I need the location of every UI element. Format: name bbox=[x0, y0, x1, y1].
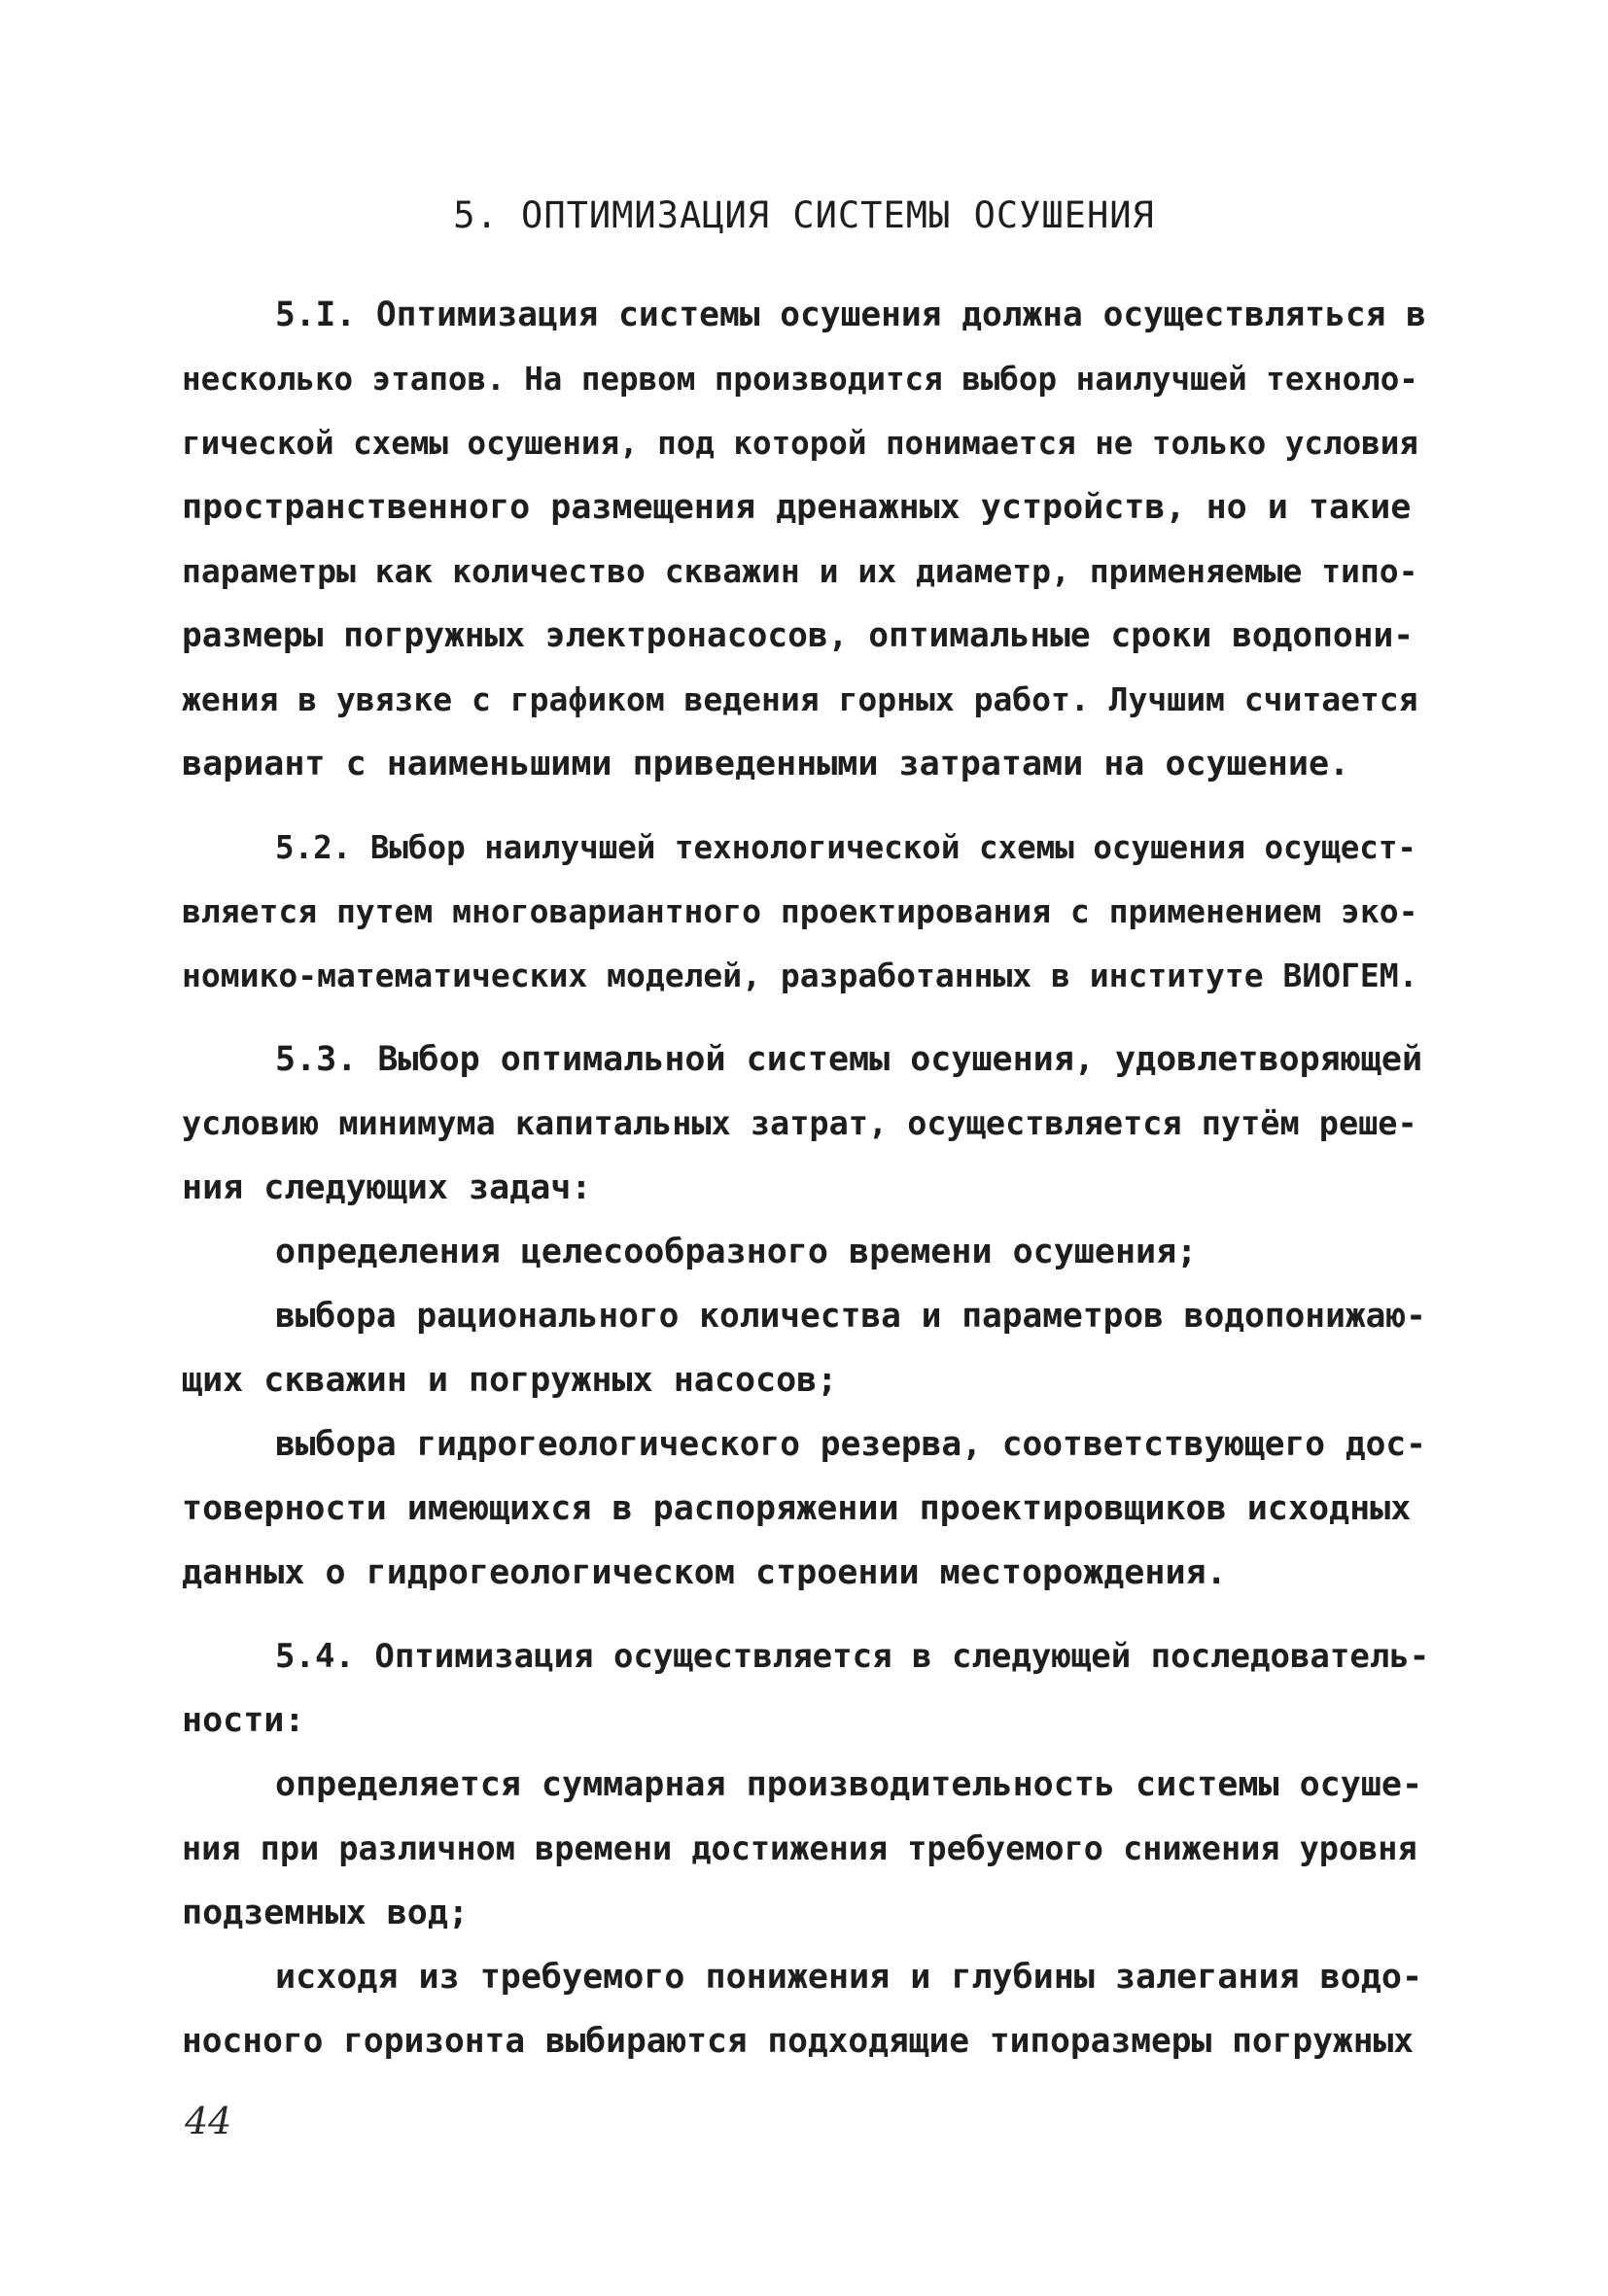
text-line: определяется суммарная производительность системы осуше- bbox=[275, 1765, 1423, 1804]
text-line: 5.I. Оптимизация системы осушения должна осуществляться в bbox=[275, 296, 1426, 334]
text-line: данных о гидрогеологическом строении месторождения. bbox=[182, 1553, 1227, 1592]
text-line: носного горизонта выбираются подходящие типоразмеры погружных bbox=[182, 2022, 1415, 2061]
text-line: несколько этапов. На первом производится выбор наилучшей техноло- bbox=[182, 361, 1418, 398]
text-line: жения в увязке с графиком ведения горных работ. Лучшим считается bbox=[182, 680, 1418, 718]
text-line: гической схемы осушения, под которой понимается не только условия bbox=[182, 425, 1418, 462]
text-line: выбора гидрогеологического резерва, соответствующего дос- bbox=[275, 1425, 1426, 1464]
text-line: 5.4. Оптимизация осуществляется в следующей последователь- bbox=[275, 1637, 1430, 1676]
text-line: ния при различном времени достижения требуемого снижения уровня bbox=[182, 1829, 1417, 1867]
text-line: ния следующих задач: bbox=[182, 1168, 592, 1207]
text-line: товерности имеющихся в распоряжении проектировщиков исходных bbox=[182, 1489, 1412, 1528]
text-line: условию минимума капитальных затрат, осуществляется путём реше- bbox=[182, 1104, 1417, 1142]
text-line: параметры как количество скважин и их диаметр, применяемые типо- bbox=[182, 552, 1418, 590]
section-heading: 5. ОПТИМИЗАЦИЯ СИСТЕМЫ ОСУШЕНИЯ bbox=[453, 194, 1155, 236]
text-line: подземных вод; bbox=[182, 1894, 470, 1932]
text-line: 5.2. Выбор наилучшей технологической схемы осушения осущест- bbox=[275, 829, 1416, 866]
text-line: пространственного размещения дренажных устройств, но и такие bbox=[182, 488, 1412, 527]
text-line: номико-математических моделей, разработанных в институте ВИОГЕМ. bbox=[182, 957, 1418, 994]
text-line: исходя из требуемого понижения и глубины залегания водо- bbox=[275, 1958, 1423, 1997]
text-line: 5.3. Выбор оптимальной системы осушения, удовлетворяющей bbox=[275, 1040, 1423, 1079]
page-number: 44 bbox=[185, 2100, 232, 2142]
text-line: выбора рационального количества и параметров водопонижаю- bbox=[275, 1297, 1426, 1336]
text-line: размеры погружных электронасосов, оптимальные сроки водопони- bbox=[182, 616, 1415, 655]
text-line: щих скважин и погружных насосов; bbox=[182, 1361, 838, 1400]
text-line: ности: bbox=[182, 1701, 305, 1740]
text-line: вариант с наименьшими приведенными затратами на осушение. bbox=[182, 745, 1350, 783]
text-line: вляется путем многовариантного проектирования с применением эко- bbox=[182, 892, 1418, 930]
text-line: определения целесообразного времени осушения; bbox=[275, 1233, 1198, 1271]
